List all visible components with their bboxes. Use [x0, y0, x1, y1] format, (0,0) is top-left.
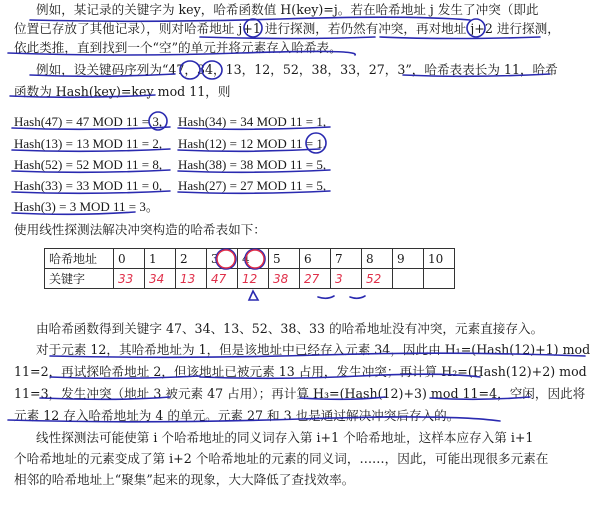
addr-cell: 1	[145, 249, 176, 269]
addr-cell: 6	[300, 249, 331, 269]
addr-cell: 5	[269, 249, 300, 269]
p1-line-1: 例如，某记录的关键字为 key，哈希函数值 H(key)=j。若在哈希地址 j 发生了冲突（即此	[36, 2, 539, 17]
p4-line-1: 线性探测法可能使第 i 个哈希地址的同义词存入第 i+1 个哈希地址，这样本应存入第 i+1	[36, 430, 534, 445]
key-cell: 38	[269, 269, 300, 289]
p2-line-2: 函数为 Hash(key)=key mod 11，则	[14, 84, 231, 99]
addr-cell: 4	[238, 249, 269, 269]
p3-line-5: 元素 12 存入哈希地址为 4 的单元。元素 27 和 3 也是通过解决冲突后存入的。	[14, 408, 460, 423]
key-cell: 12	[238, 269, 269, 289]
p2-line-1: 例如，设关键码序列为“47，34，13，12，52，38，33，27，3”，哈希表表长为 11，哈希	[36, 62, 558, 77]
table-intro: 使用线性探测法解决冲突构造的哈希表如下：	[14, 222, 266, 237]
key-cell: 13	[176, 269, 207, 289]
addr-cell: 8	[362, 249, 393, 269]
key-cell: 27	[300, 269, 331, 289]
address-row-label: 哈希地址	[45, 249, 114, 269]
hash-38: Hash(38) = 38 MOD 11 = 5,	[178, 157, 327, 172]
p3-line-1: 由哈希函数得到关键字 47、34、13、52、38、33 的哈希地址没有冲突，元素直接存入。	[36, 321, 544, 336]
addr-cell: 9	[393, 249, 424, 269]
hash-52: Hash(52) = 52 MOD 11 = 8,	[14, 157, 163, 172]
key-cell: 52	[362, 269, 393, 289]
p1-line-3: 依此类推，直到找到一个“空”的单元并将元素存入哈希表。	[14, 40, 342, 55]
hash-27: Hash(27) = 27 MOD 11 = 5,	[178, 178, 327, 193]
address-row	[45, 249, 455, 269]
addr-cell: 10	[424, 249, 455, 269]
p3-line-2: 对于元素 12，其哈希地址为 1，但是该地址中已经存入元素 34，因此由 H₁=(Hash(12)+1) mod	[36, 342, 591, 357]
hash-34: Hash(34) = 34 MOD 11 = 1,	[178, 114, 327, 129]
key-cell: 3	[331, 269, 362, 289]
hash-13: Hash(13) = 13 MOD 11 = 2,	[14, 136, 163, 151]
hash-table	[44, 248, 455, 289]
addr-cell: 7	[331, 249, 362, 269]
hash-3: Hash(3) = 3 MOD 11 = 3。	[14, 199, 159, 214]
key-cell	[393, 269, 424, 289]
p4-line-3: 相邻的哈希地址上“聚集”起来的现象，大大降低了查找效率。	[14, 472, 355, 487]
key-cell	[424, 269, 455, 289]
hash-33: Hash(33) = 33 MOD 11 = 0,	[14, 178, 163, 193]
p3-line-4: 11=3，发生冲突（地址 3 被元素 47 占用）；再计算 H₃=(Hash(12)+3) mod 11=4，空闲，因此将	[14, 386, 586, 401]
hash-47: Hash(47) = 47 MOD 11 = 3,	[14, 114, 163, 129]
key-row	[45, 269, 455, 289]
p1-line-2: 位置已存放了其他记录），则对哈希地址 j+1 进行探测，若仍然有冲突，再对地址 j+2 进行探测，	[14, 21, 560, 36]
p4-line-2: 个哈希地址的元素变成了第 i+2 个哈希地址的元素的同义词，……，因此，可能出现很多元素在	[14, 451, 549, 466]
key-cell: 34	[145, 269, 176, 289]
addr-cell: 0	[114, 249, 145, 269]
hash-12: Hash(12) = 12 MOD 11 = 1,	[178, 136, 327, 151]
key-cell: 33	[114, 269, 145, 289]
key-cell: 47	[207, 269, 238, 289]
p3-line-3: 11=2，再试探哈希地址 2，但该地址已被元素 13 占用，发生冲突；再计算 H₂=(Hash(12)+2) mod	[14, 364, 587, 379]
addr-cell: 3	[207, 249, 238, 269]
key-row-label: 关键字	[45, 269, 114, 289]
addr-cell: 2	[176, 249, 207, 269]
